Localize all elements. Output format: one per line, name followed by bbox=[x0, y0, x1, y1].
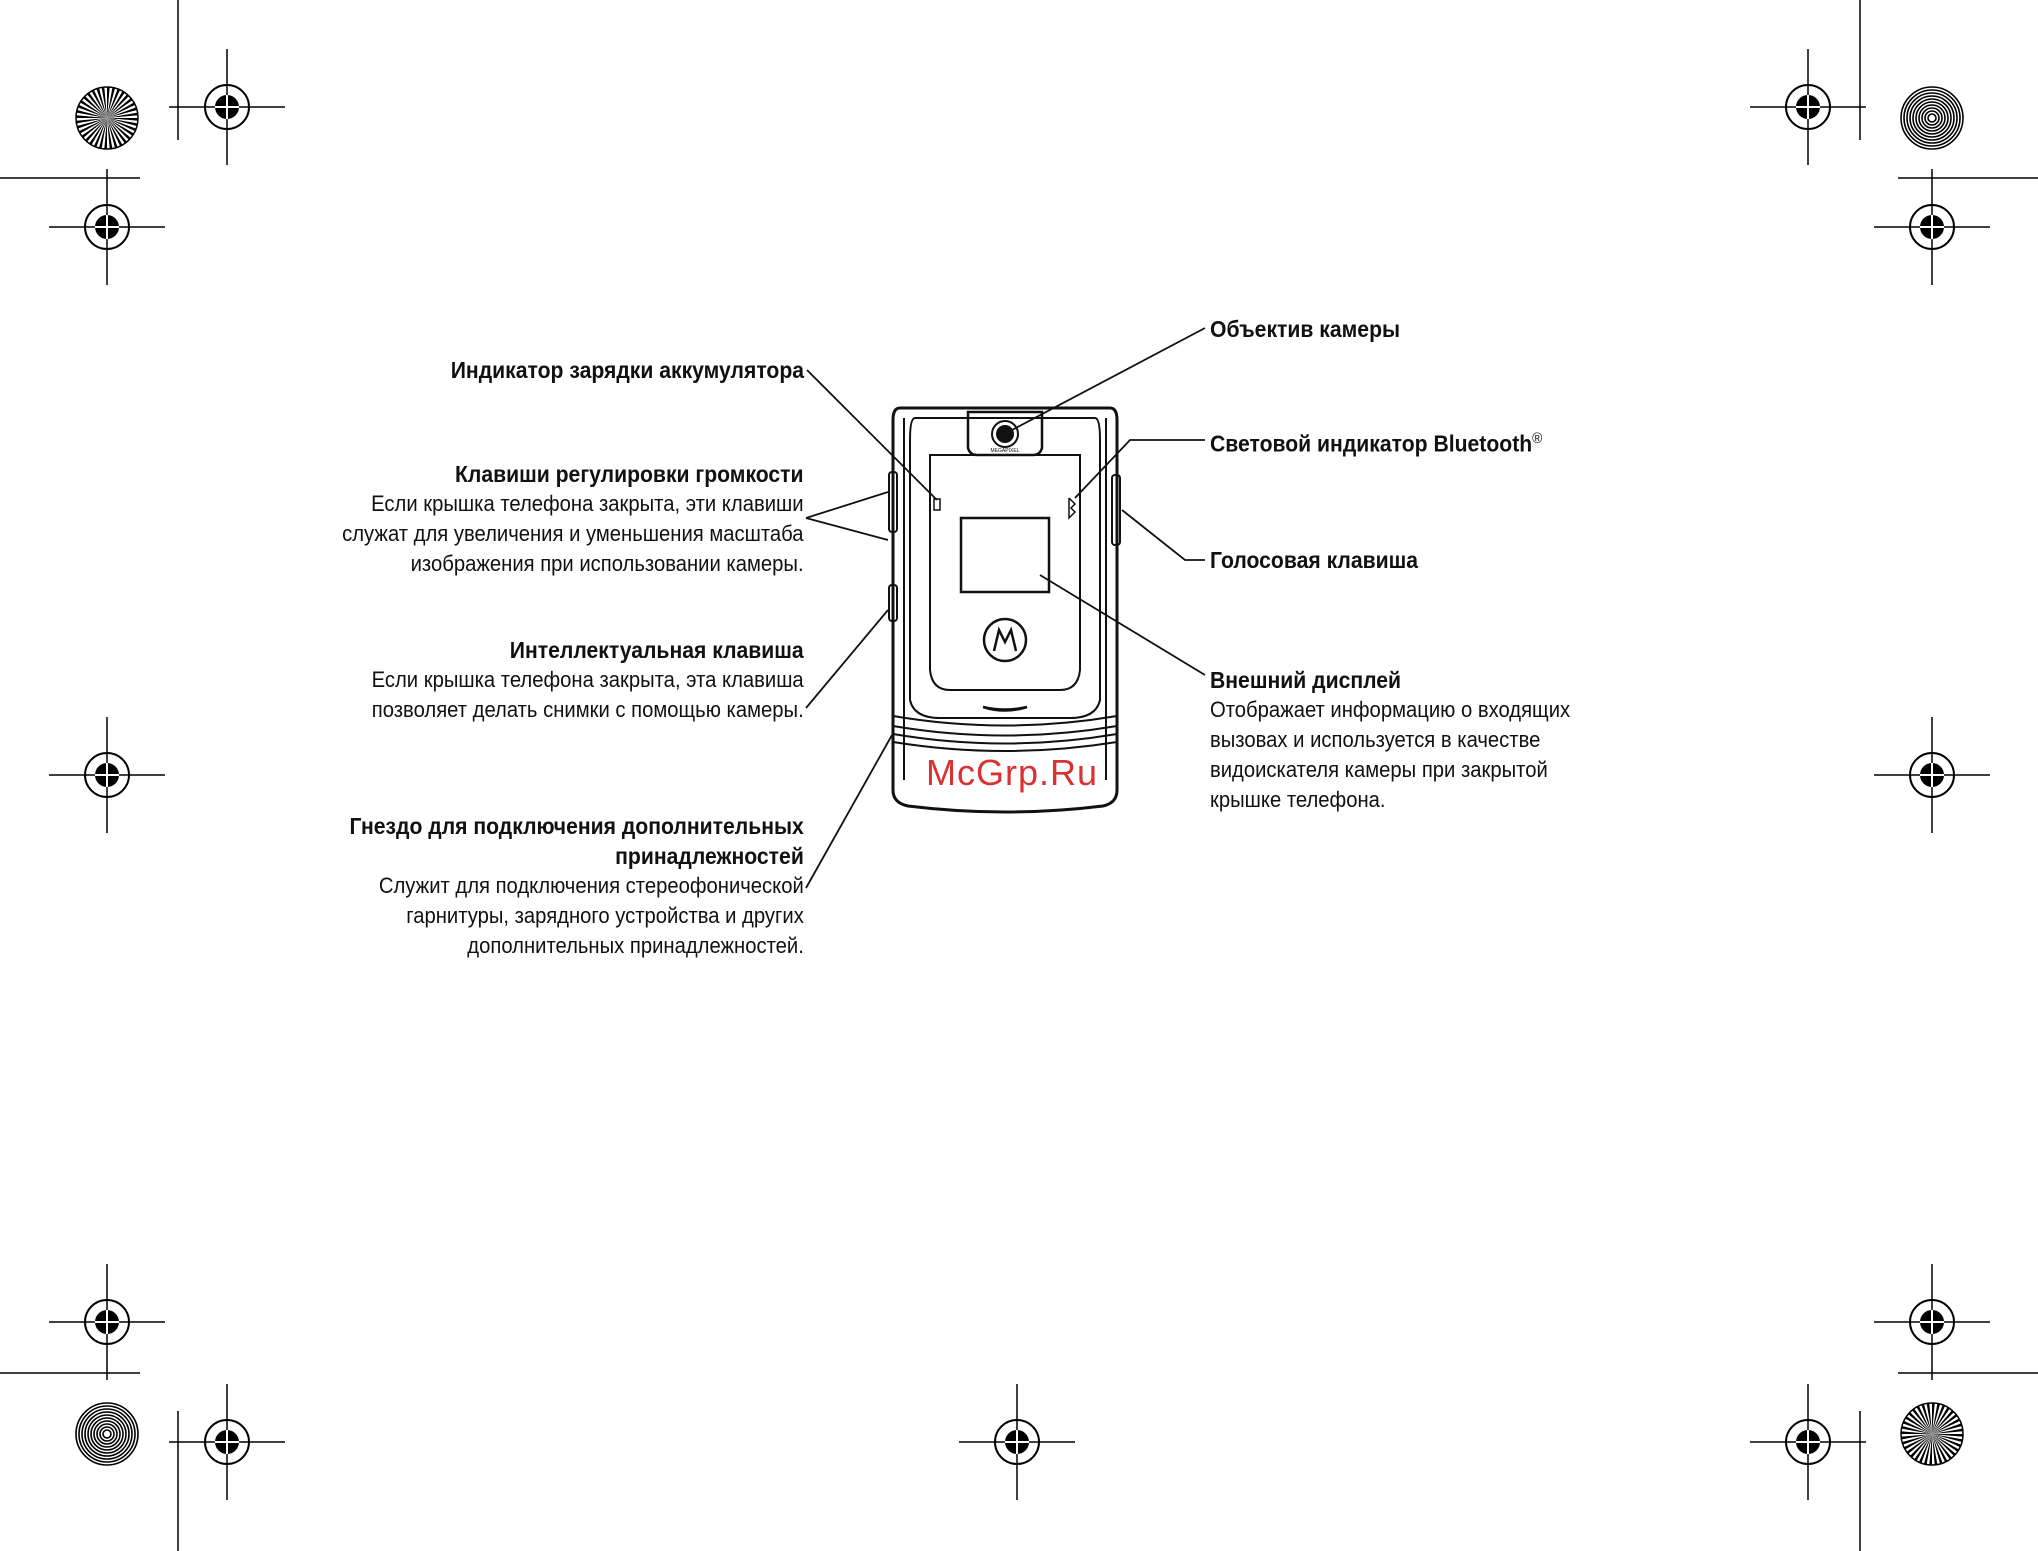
leader-external-display bbox=[1040, 575, 1205, 675]
accessory-jack-title-2: принадлежностей bbox=[615, 843, 804, 869]
battery-indicator-title: Индикатор зарядки аккумулятора bbox=[450, 357, 804, 383]
camera-lens-title: Объектив камеры bbox=[1210, 316, 1401, 342]
external-display-line-1: Отображает информацию о входящих bbox=[1210, 697, 1571, 722]
smart-key-line-2: позволяет делать снимки с помощью камеры. bbox=[372, 697, 804, 722]
volume-keys-line-2: служат для увеличения и уменьшения масштаба bbox=[342, 521, 804, 546]
battery-indicator-icon bbox=[934, 499, 940, 510]
camera-lens-icon bbox=[997, 426, 1013, 442]
phone-inner-panel bbox=[930, 455, 1080, 690]
label-voice-key bbox=[1210, 545, 1436, 575]
external-display-line-3: видоискателя камеры при закрытой bbox=[1210, 757, 1548, 782]
label-smart-key bbox=[334, 635, 804, 725]
accessory-jack-title-1: Гнездо для подключения дополнительных bbox=[349, 813, 804, 839]
leader-volume-keys bbox=[806, 492, 888, 540]
leader-battery-indicator bbox=[807, 370, 937, 500]
concentric-target-bottom-left bbox=[76, 1403, 138, 1465]
leader-camera-lens bbox=[1012, 328, 1205, 430]
phone-top-bezel bbox=[910, 418, 1100, 718]
star-target-top-left bbox=[76, 87, 138, 149]
external-display-line-4: крышке телефона. bbox=[1210, 787, 1386, 812]
earpiece-slot bbox=[983, 707, 1027, 711]
bluetooth-indicator-title: Световой индикатор Bluetooth® bbox=[1210, 430, 1543, 457]
smart-key-line-1: Если крышка телефона закрыта, эта клавиша bbox=[371, 667, 804, 692]
smart-key-title: Интеллектуальная клавиша bbox=[510, 637, 804, 663]
leader-smart-key bbox=[806, 610, 888, 708]
volume-keys-line-1: Если крышка телефона закрыта, эти клавиши bbox=[371, 491, 804, 516]
voice-key-title: Голосовая клавиша bbox=[1210, 547, 1419, 573]
registered-mark: ® bbox=[1532, 430, 1543, 447]
volume-keys-title: Клавиши регулировки громкости bbox=[455, 461, 804, 487]
label-volume-keys bbox=[302, 459, 804, 579]
concentric-target-top-right bbox=[1901, 87, 1963, 149]
label-external-display bbox=[1210, 665, 1601, 815]
external-display-screen bbox=[961, 518, 1049, 592]
label-accessory-jack bbox=[310, 811, 804, 961]
external-display-title: Внешний дисплей bbox=[1210, 667, 1402, 693]
star-target-bottom-right bbox=[1901, 1403, 1963, 1465]
bluetooth-icon bbox=[1069, 498, 1075, 518]
label-camera-lens bbox=[1210, 314, 1417, 344]
accessory-jack-line-3: дополнительных принадлежностей. bbox=[467, 933, 804, 958]
accessory-jack-line-1: Служит для подключения стереофонической bbox=[379, 873, 804, 898]
leader-voice-key bbox=[1122, 510, 1205, 560]
leader-accessory-jack bbox=[806, 735, 892, 888]
label-bluetooth-indicator bbox=[1210, 424, 1571, 459]
accessory-jack-line-2: гарнитуры, зарядного устройства и других bbox=[406, 903, 804, 928]
volume-keys-line-3: изображения при использовании камеры. bbox=[411, 551, 804, 576]
camera-badge: MEGAPIXEL bbox=[990, 448, 1020, 454]
leader-bluetooth bbox=[1075, 440, 1205, 498]
watermark: McGrp.Ru bbox=[926, 752, 1099, 793]
external-display-line-2: вызовах и используется в качестве bbox=[1210, 727, 1541, 752]
label-battery-indicator bbox=[420, 355, 804, 385]
hinge-band bbox=[893, 716, 1117, 751]
